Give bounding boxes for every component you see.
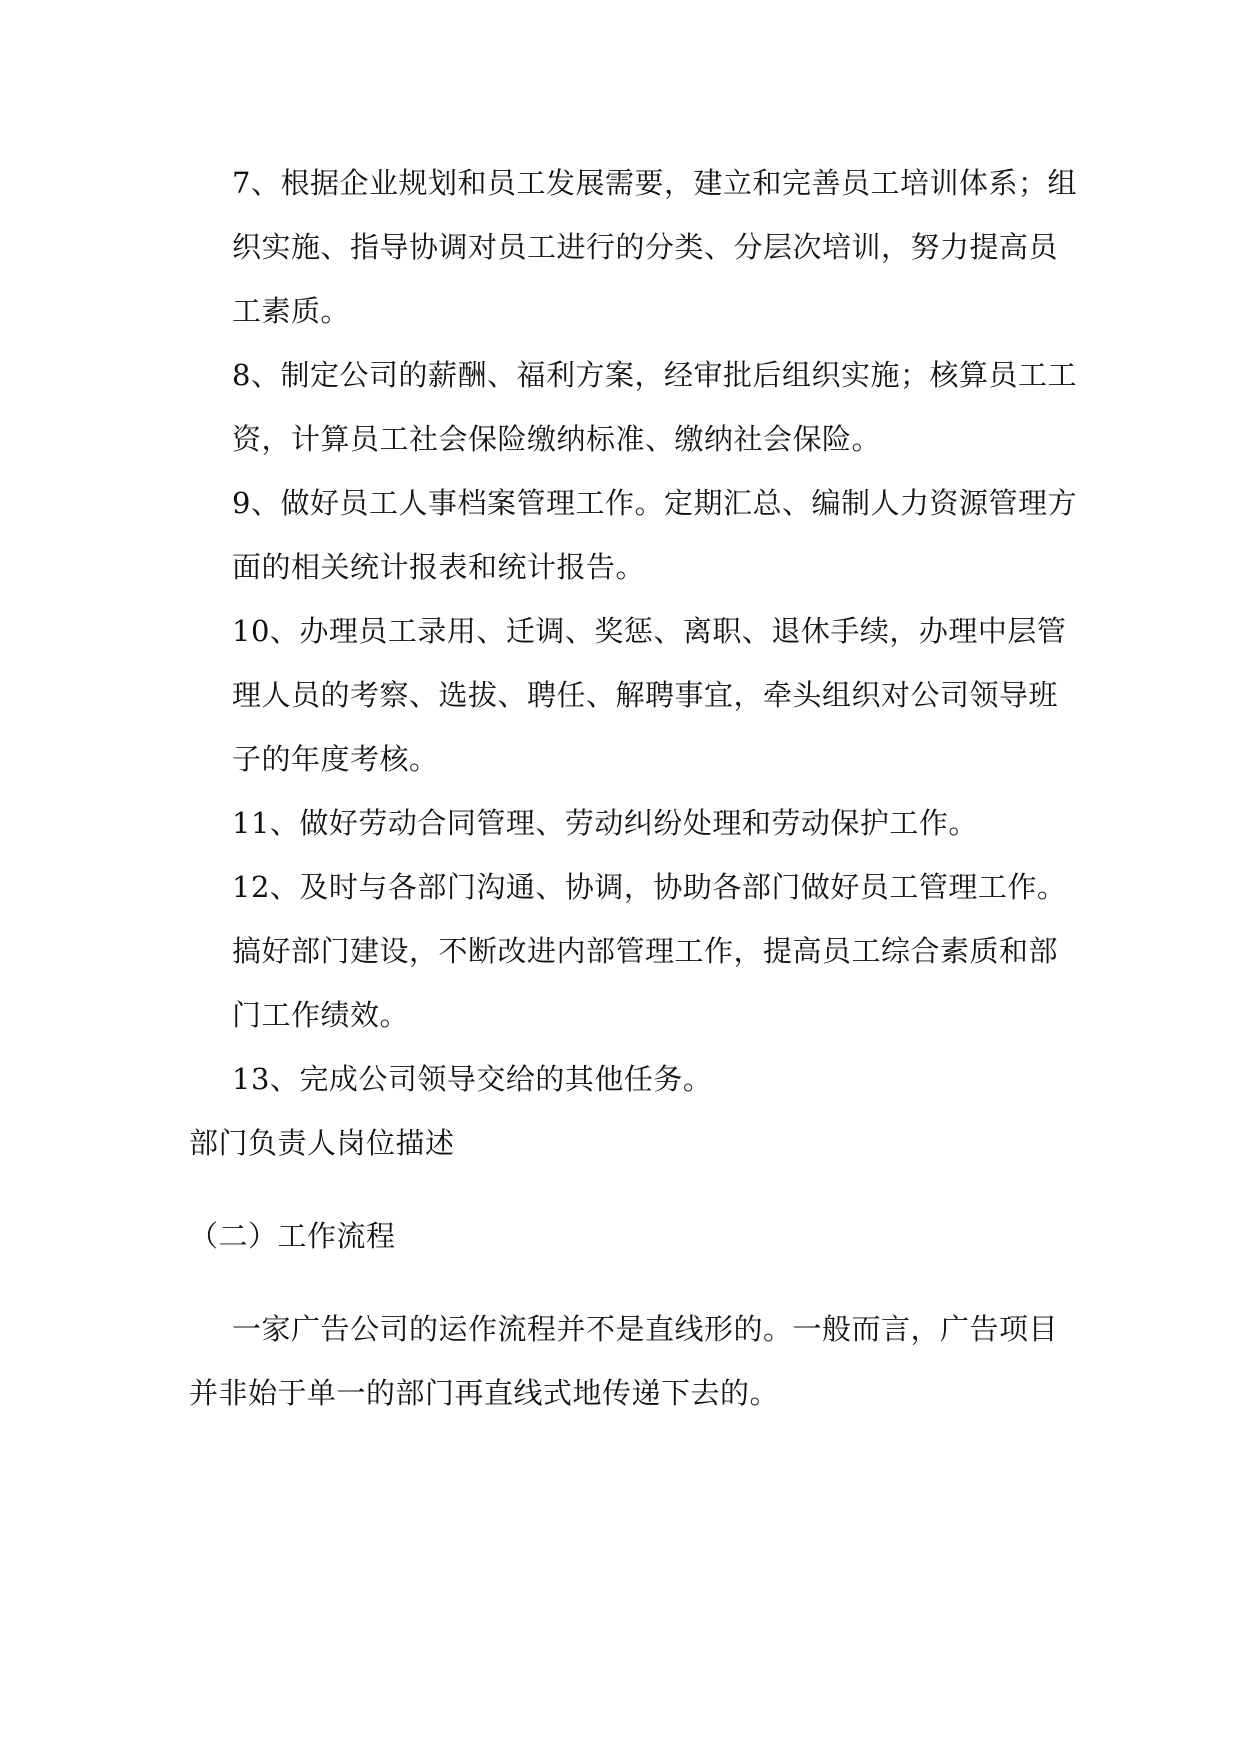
item-9-line-1: 9、做好员工人事档案管理工作。定期汇总、编制人力资源管理方 [232,486,1077,520]
item-11-line-1: 11、做好劳动合同管理、劳动纠纷处理和劳动保护工作。 [232,806,978,840]
item-10-line-2: 理人员的考察、选拔、聘任、解聘事宜，牵头组织对公司领导班 [232,678,1059,712]
item-12-line-1: 12、及时与各部门沟通、协调，协助各部门做好员工管理工作。 [232,870,1067,904]
item-8-line-1: 8、制定公司的薪酬、福利方案，经审批后组织实施；核算员工工 [232,358,1077,392]
item-13-line-1: 13、完成公司领导交给的其他任务。 [232,1062,713,1096]
subsection-title: （二）工作流程 [189,1219,396,1253]
paragraph-line-1: 一家广告公司的运作流程并不是直线形的。一般而言，广告项目 [232,1312,1059,1346]
item-10-line-1: 10、办理员工录用、迁调、奖惩、离职、退休手续，办理中层管 [232,614,1067,648]
item-12-line-2: 搞好部门建设，不断改进内部管理工作，提高员工综合素质和部 [232,934,1059,968]
item-9-line-2: 面的相关统计报表和统计报告。 [232,550,646,584]
section-title: 部门负责人岗位描述 [189,1126,455,1160]
item-8-line-2: 资，计算员工社会保险缴纳标准、缴纳社会保险。 [232,422,882,456]
item-10-line-3: 子的年度考核。 [232,742,439,776]
item-7-line-1: 7、根据企业规划和员工发展需要，建立和完善员工培训体系；组 [232,166,1077,200]
paragraph-line-2: 并非始于单一的部门再直线式地传递下去的。 [189,1376,780,1410]
item-12-line-3: 门工作绩效。 [232,998,410,1032]
item-7-line-2: 织实施、指导协调对员工进行的分类、分层次培训，努力提高员 [232,230,1059,264]
item-7-line-3: 工素质。 [232,294,351,328]
